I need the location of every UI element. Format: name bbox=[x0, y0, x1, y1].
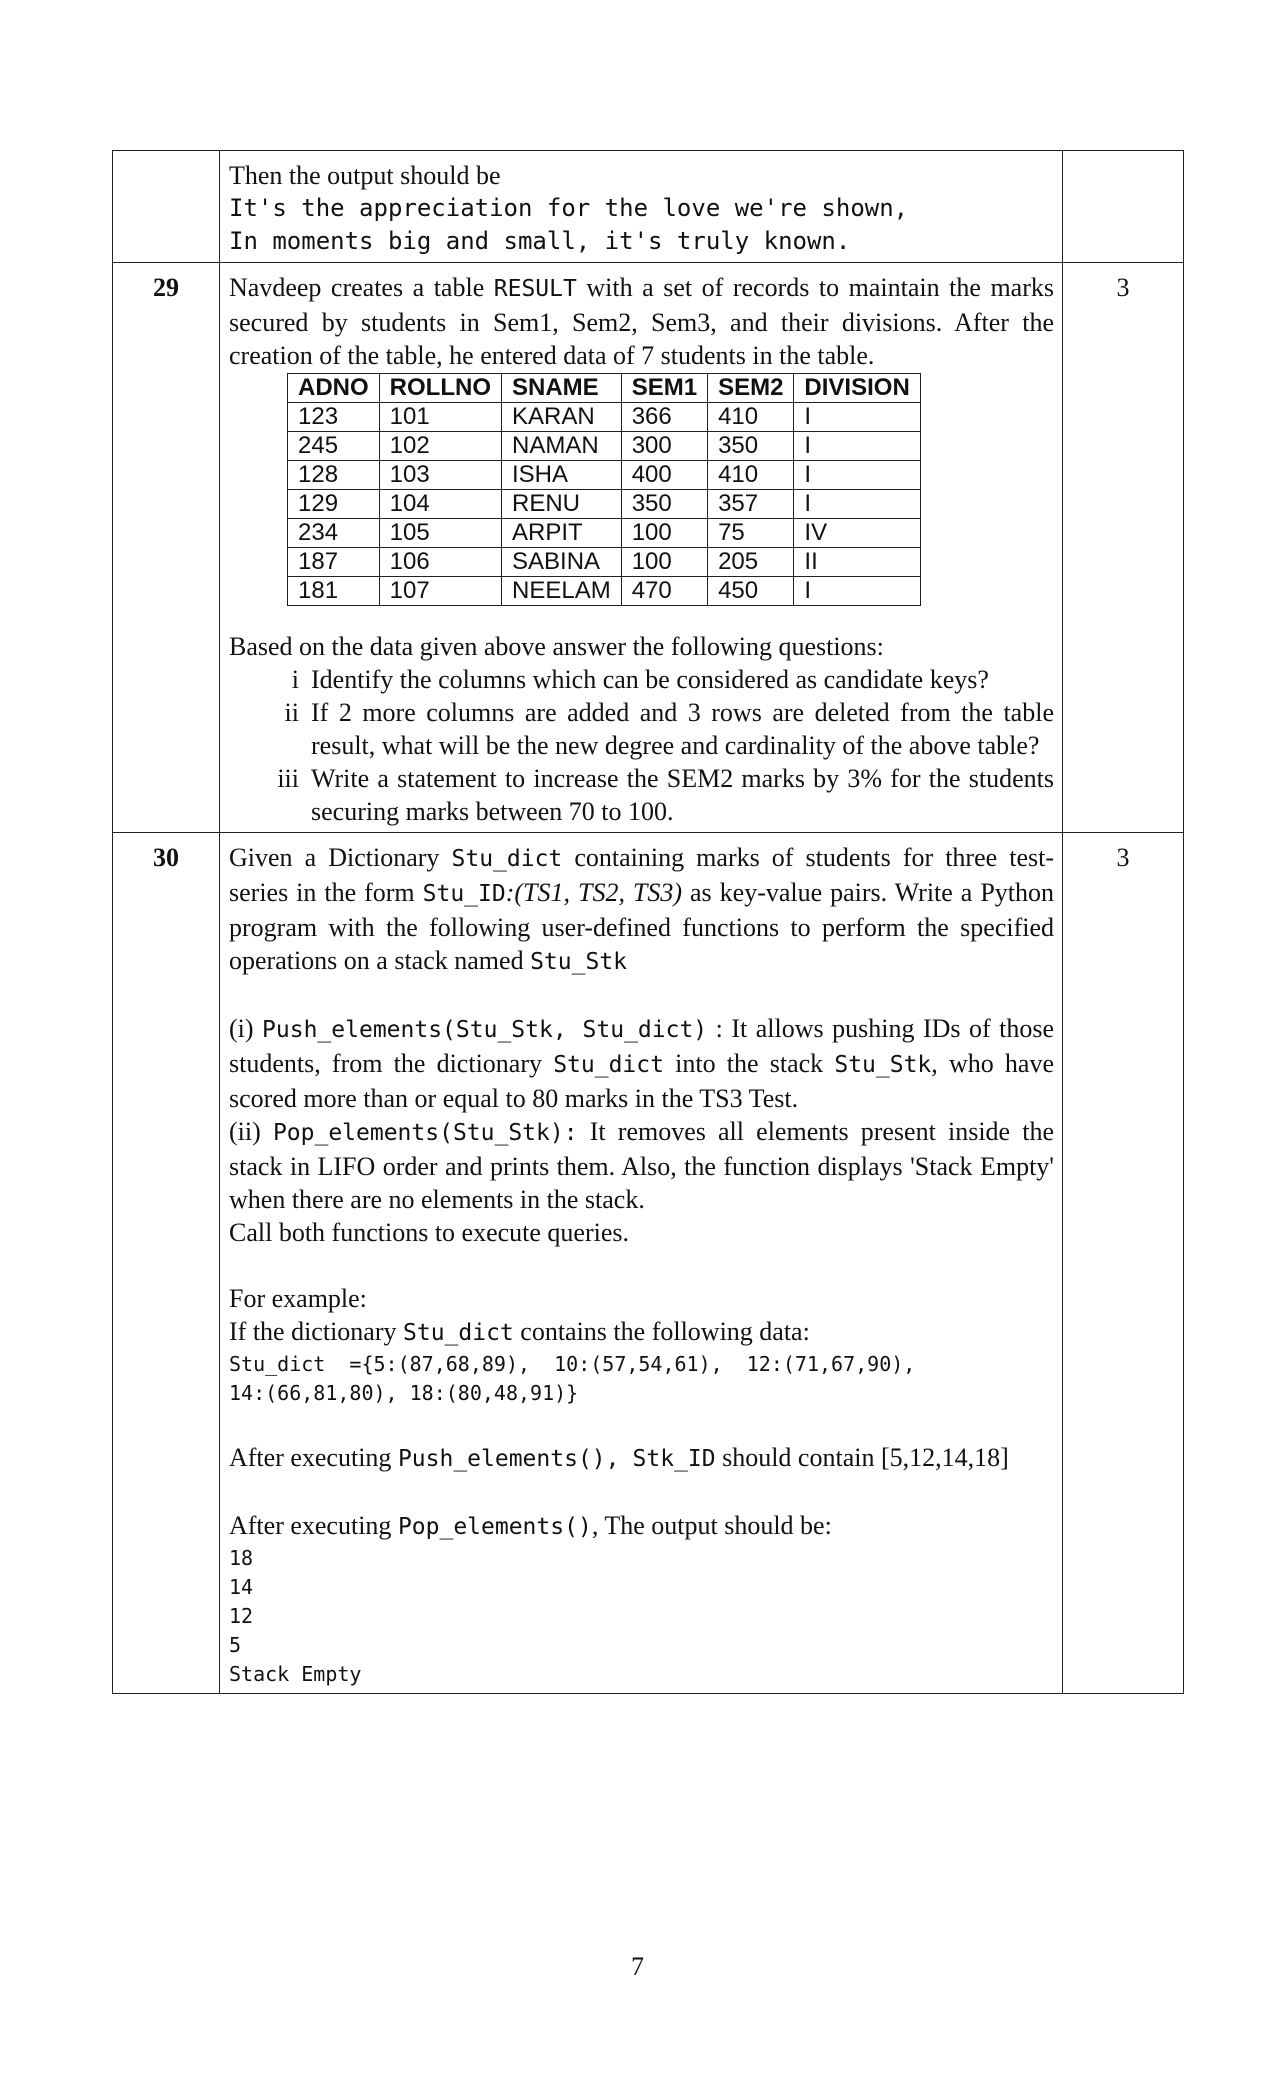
question-30-stem bbox=[229, 841, 1054, 979]
subquestion-text: Write a statement to increase the SEM2 marks by 3% for the students securing marks between 70 to 100. bbox=[311, 764, 1054, 826]
output-line: 14 bbox=[229, 1575, 254, 1599]
fn-label: (ii) bbox=[229, 1117, 273, 1146]
subquestion-label: i bbox=[291, 665, 299, 694]
fn-text: It removes all elements present inside the stack in LIFO order and prints them. Also, the function displays 'Stack Empty' when there are no elements in the stack. bbox=[229, 1117, 1055, 1214]
example-intro bbox=[229, 1315, 1054, 1350]
result-table-cell: 300 bbox=[621, 432, 707, 461]
stem-text: containing marks of students for three test-series in the form bbox=[229, 843, 1055, 907]
result-table-row bbox=[288, 432, 921, 461]
result-table-cell: I bbox=[794, 490, 920, 519]
result-table-cell: 100 bbox=[621, 519, 707, 548]
result-table-cell: ARPIT bbox=[502, 519, 622, 548]
result-table-header bbox=[288, 374, 921, 403]
col-header: DIVISION bbox=[794, 374, 920, 403]
result-table-cell: I bbox=[794, 577, 920, 606]
col-header: ADNO bbox=[288, 374, 380, 403]
row-question-29 bbox=[113, 263, 1184, 833]
result-table-cell: 102 bbox=[379, 432, 501, 461]
result-table-cell: IV bbox=[794, 519, 920, 548]
col-header: SEM2 bbox=[708, 374, 794, 403]
result-table-cell: 245 bbox=[288, 432, 380, 461]
result-table-row bbox=[288, 403, 921, 432]
output-line: In moments big and small, it's truly known. bbox=[229, 227, 851, 255]
question-number: 29 bbox=[113, 263, 220, 833]
output-line: It's the appreciation for the love we're shown, bbox=[229, 194, 909, 222]
subquestion-text: Identify the columns which can be considered as candidate keys? bbox=[311, 665, 989, 694]
result-table-cell: 75 bbox=[708, 519, 794, 548]
result-table-cell: 410 bbox=[708, 461, 794, 490]
table-name-code: RESULT bbox=[493, 276, 577, 302]
question-number: 30 bbox=[113, 833, 220, 1694]
question-marks: 3 bbox=[1063, 263, 1184, 833]
output-line: 18 bbox=[229, 1546, 254, 1570]
result-table-cell: 128 bbox=[288, 461, 380, 490]
stem-text: Navdeep creates a table bbox=[229, 273, 494, 302]
result-table-cell: KARAN bbox=[502, 403, 622, 432]
poem-output bbox=[229, 192, 1054, 258]
row-question-30 bbox=[113, 833, 1184, 1694]
subquestion-text: If 2 more columns are added and 3 rows are deleted from the table result, what will be the new degree and cardinality of the above table? bbox=[311, 698, 1054, 760]
result-table-cell: 101 bbox=[379, 403, 501, 432]
result-table bbox=[287, 373, 921, 606]
result-table-cell: I bbox=[794, 432, 920, 461]
result-table-cell: 107 bbox=[379, 577, 501, 606]
question-29-stem bbox=[229, 271, 1054, 372]
continuation-body bbox=[220, 151, 1063, 263]
result-table-cell: 450 bbox=[708, 577, 794, 606]
result-table-cell: SABINA bbox=[502, 548, 622, 577]
code-inline: Push_elements(Stu_Stk, Stu_dict) bbox=[262, 1017, 708, 1043]
example-label: For example: bbox=[229, 1284, 367, 1313]
page-number: 7 bbox=[631, 1952, 644, 1981]
marks-cell bbox=[1063, 151, 1184, 263]
result-table-cell: 103 bbox=[379, 461, 501, 490]
fn-text: into the stack bbox=[663, 1049, 835, 1078]
result-table-cell: 350 bbox=[621, 490, 707, 519]
function-push-desc bbox=[229, 1012, 1054, 1115]
code-inline: Stu_dict bbox=[451, 846, 563, 872]
result-table-cell: 410 bbox=[708, 403, 794, 432]
text: should contain [5,12,14,18] bbox=[715, 1443, 1009, 1472]
col-header: SEM1 bbox=[621, 374, 707, 403]
question-29-body bbox=[220, 263, 1063, 833]
example-text: contains the following data: bbox=[513, 1317, 810, 1346]
code-inline: Stu_ID bbox=[422, 881, 506, 907]
result-table-cell: 181 bbox=[288, 577, 380, 606]
result-table-cell: NAMAN bbox=[502, 432, 622, 461]
call-both-text: Call both functions to execute queries. bbox=[229, 1218, 630, 1247]
result-table-cell: 366 bbox=[621, 403, 707, 432]
code-inline: Stu_Stk bbox=[530, 949, 628, 975]
subquestion bbox=[229, 663, 1054, 696]
question-table bbox=[112, 150, 1184, 1694]
result-table-cell: 187 bbox=[288, 548, 380, 577]
stem-italic: :(TS1, TS2, TS3) bbox=[505, 878, 683, 907]
text: After executing bbox=[229, 1511, 398, 1540]
result-table-cell: II bbox=[794, 548, 920, 577]
code-inline: Stu_Stk bbox=[834, 1052, 932, 1078]
result-table-cell: 400 bbox=[621, 461, 707, 490]
question-30-body bbox=[220, 833, 1063, 1694]
result-table-row bbox=[288, 548, 921, 577]
code-inline: Stu_dict bbox=[553, 1052, 664, 1078]
result-table-row bbox=[288, 577, 921, 606]
result-table-cell: NEELAM bbox=[502, 577, 622, 606]
result-table-cell: 106 bbox=[379, 548, 501, 577]
question-marks: 3 bbox=[1063, 833, 1184, 1694]
result-table-cell: I bbox=[794, 403, 920, 432]
code-line: 14:(66,81,80), 18:(80,48,91)} bbox=[229, 1381, 579, 1405]
subquestion bbox=[229, 762, 1054, 828]
pop-output-block bbox=[229, 1544, 1054, 1689]
code-inline: Stk_ID bbox=[632, 1446, 716, 1472]
result-table-cell: 350 bbox=[708, 432, 794, 461]
text: , The output should be: bbox=[591, 1511, 832, 1540]
code-inline: Stu_dict bbox=[403, 1320, 514, 1346]
output-line: 5 bbox=[229, 1633, 242, 1657]
code-inline: Pop_elements() bbox=[397, 1514, 592, 1540]
result-table-cell: 205 bbox=[708, 548, 794, 577]
result-table-cell: RENU bbox=[502, 490, 622, 519]
result-table-cell: I bbox=[794, 461, 920, 490]
result-table-row bbox=[288, 490, 921, 519]
result-table-cell: 470 bbox=[621, 577, 707, 606]
question-number-cell bbox=[113, 151, 220, 263]
col-header: SNAME bbox=[502, 374, 622, 403]
text: After executing bbox=[229, 1443, 398, 1472]
code-line: Stu_dict ={5:(87,68,89), 10:(57,54,61), 12:(71,67,90), bbox=[229, 1352, 916, 1376]
result-table-cell: 100 bbox=[621, 548, 707, 577]
stem-text: with a set of records to maintain the marks secured by students in Sem1, Sem2, Sem3, and their divisions. After the creation of the table, he entered data of 7 students in the table. bbox=[229, 273, 1054, 370]
result-table-cell: 123 bbox=[288, 403, 380, 432]
output-label: Then the output should be bbox=[229, 161, 501, 190]
output-line: 12 bbox=[229, 1604, 254, 1628]
result-table-cell: 105 bbox=[379, 519, 501, 548]
fn-text: , who have scored more than or equal to 80 marks in the TS3 Test. bbox=[229, 1049, 1055, 1113]
function-pop-desc bbox=[229, 1115, 1054, 1216]
result-table-cell: 234 bbox=[288, 519, 380, 548]
result-table-cell: ISHA bbox=[502, 461, 622, 490]
result-table-cell: 129 bbox=[288, 490, 380, 519]
after-push-text bbox=[229, 1441, 1054, 1476]
fn-label: (i) bbox=[229, 1014, 263, 1043]
subquestion-label: ii bbox=[284, 698, 299, 727]
code-inline: Push_elements(), bbox=[397, 1446, 620, 1472]
stem-text: as key-value pairs. Write a Python program with the following user-defined functions to perform the specified operations on a stack named bbox=[229, 878, 1054, 975]
result-table-row bbox=[288, 519, 921, 548]
result-table-cell: 104 bbox=[379, 490, 501, 519]
question-29-prompt: Based on the data given above answer the following questions: bbox=[229, 632, 884, 661]
fn-text: : It allows pushing IDs of those students, from the dictionary bbox=[229, 1014, 1055, 1078]
row-continuation bbox=[113, 151, 1184, 263]
result-table-cell: 357 bbox=[708, 490, 794, 519]
dict-code-block bbox=[229, 1350, 1054, 1408]
example-text: If the dictionary bbox=[229, 1317, 403, 1346]
output-line: Stack Empty bbox=[229, 1662, 362, 1686]
col-header: ROLLNO bbox=[379, 374, 501, 403]
stem-text: Given a Dictionary bbox=[229, 843, 452, 872]
code-inline: Pop_elements(Stu_Stk): bbox=[272, 1120, 578, 1146]
result-table-row bbox=[288, 461, 921, 490]
after-pop-text bbox=[229, 1509, 1054, 1544]
subquestion bbox=[229, 696, 1054, 762]
subquestion-label: iii bbox=[277, 764, 299, 793]
